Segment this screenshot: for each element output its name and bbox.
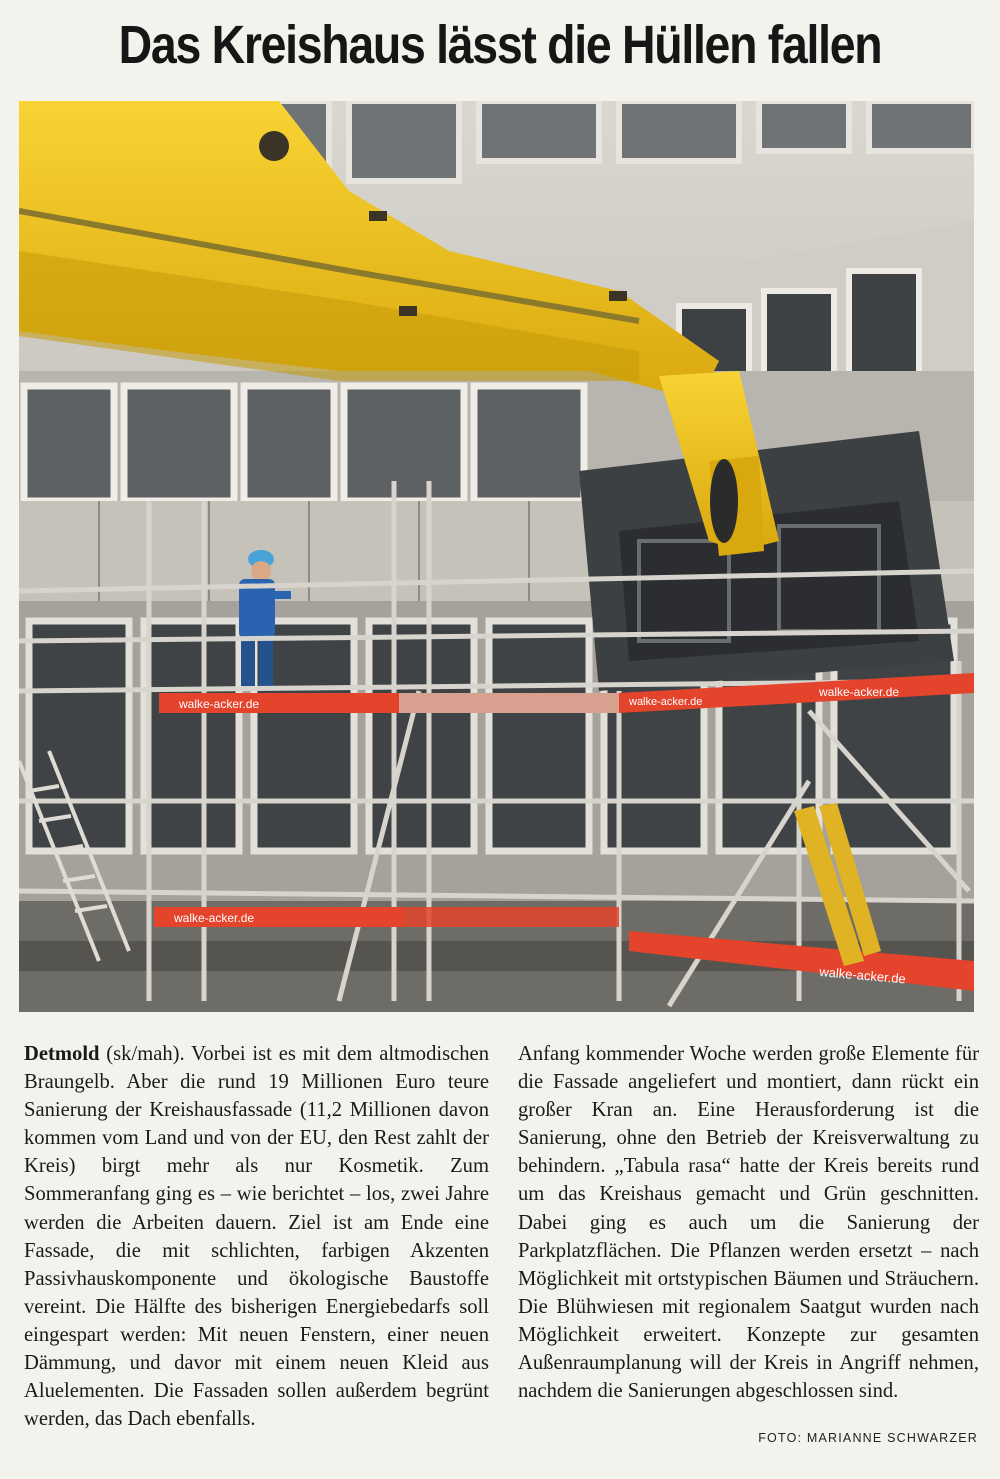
column-right-text: Anfang kommender Woche werden große Elemente für die Fassade angeliefert und montiert, dann rückt ein großer Kran an. Eine Herausforderung ist die Sanierung, ohne den Betrieb der Kreisverwaltung zu behindern. „Tabula rasa“ hatte der Kreis bereits rund um das Kreishaus gemacht und Grün geschnitten. Dabei ging es auch um die Sanierung der Parkplatzflächen. Die Pflanzen werden ersetzt – nach Möglichkeit mit ortstypischen Bäumen und Sträuchern. Die Blühwiesen mit regionalem Saatgut wurden nach Möglichkeit erweitert. Konzepte zur gesamten Außenraumplanung will der Kreis in Angriff nehmen, nachdem die Sanierungen abgeschlossen sind. xyxy=(518,1043,979,1403)
banner-text-1: walke-acker.de xyxy=(179,697,260,711)
column-left-text: (sk/mah). Vorbei ist es mit dem altmodischen Braungelb. Aber die rund 19 Millionen Euro teure Sanierung der Kreishausfassade (11,2 Millionen davon kommen vom Land und von der EU, den Rest zahlt der Kreis) birgt mehr als nur Kosmetik. Zum Sommeranfang ging es – wie berichtet – los, zwei Jahre werden die Arbeiten dauern. Ziel ist am Ende eine Fassade, die mit schlichten, farbigen Akzenten Passivhauskomponente und ökologische Baustoffe vereint. Die Hälfte des bisherigen Energiebedarfs soll eingespart werden: Mit neuen Fenstern, einer neuen Dämmung, und davor mit einem neuen Kleid aus Aluelementen. Die Fassaden sollen außerdem begrünt werden, das Dach ebenfalls. xyxy=(24,1043,489,1431)
banner-text-5: walke-acker.de xyxy=(818,964,907,987)
article-column-left xyxy=(24,1040,489,1433)
construction-scene-illustration xyxy=(19,101,974,1012)
article-column-right xyxy=(518,1040,979,1405)
article-photo xyxy=(19,101,974,1012)
photo-credit: FOTO: MARIANNE SCHWARZER xyxy=(758,1431,978,1445)
headline: Das Kreishaus lässt die Hüllen fallen xyxy=(118,15,882,75)
middle-windows xyxy=(24,386,584,501)
banner-text-2: walke-acker.de xyxy=(629,696,703,708)
banner-text-4: walke-acker.de xyxy=(174,911,255,925)
dateline: Detmold xyxy=(24,1043,100,1065)
article-body xyxy=(24,1040,979,1460)
banner-text-3: walke-acker.de xyxy=(819,685,900,699)
steel-container xyxy=(579,431,954,691)
